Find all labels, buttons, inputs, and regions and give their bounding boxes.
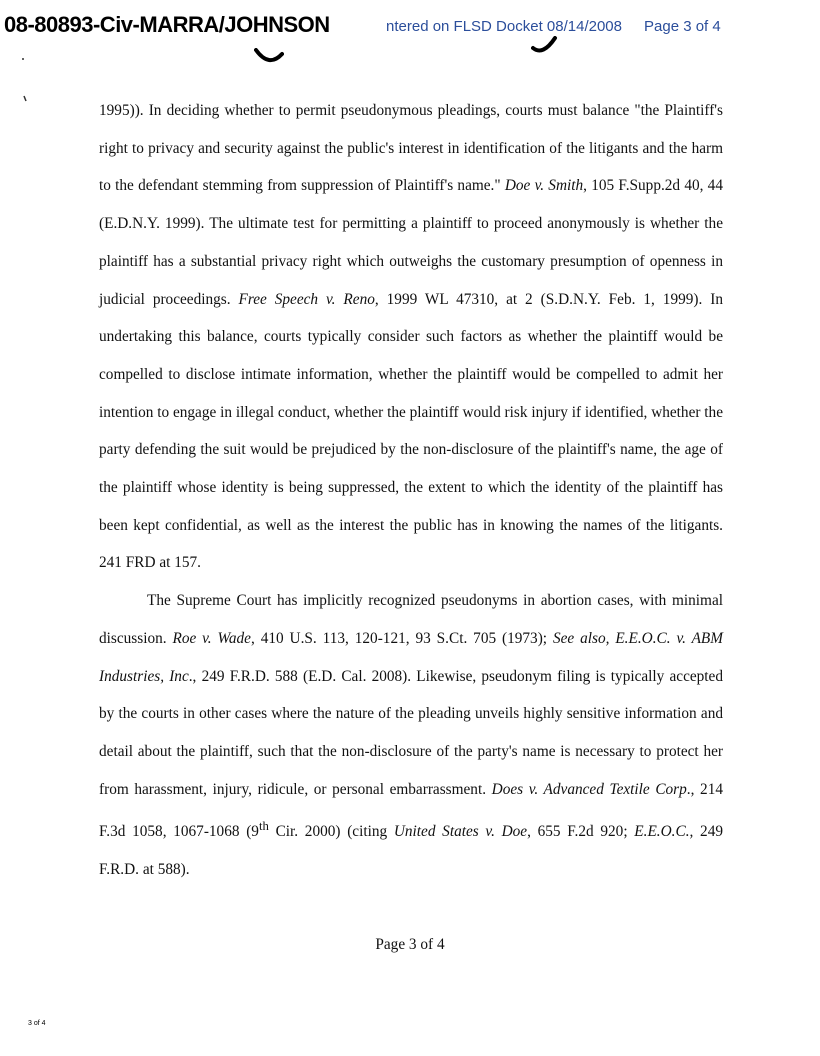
body-text-run: 1995)). In deciding whether to permit pseudonymous pleadings, courts must balance "the Plaintiff's right to privacy and security against the public's interest in identification of the litigants and the harm to the defendant stemming from suppression of Plaintiff's name."	[99, 102, 723, 195]
body-text-run: The Supreme Court has implicitly recognized pseudonyms in abortion cases, with minimal discussion.	[99, 592, 723, 647]
body-paragraph	[99, 582, 723, 889]
case-citation: Doe v. Smith	[504, 177, 584, 195]
document-body	[99, 92, 723, 889]
case-citation: Free Speech v. Reno	[238, 290, 375, 308]
body-text-run: ., 214 F.3d 1058, 1067-1068 (9	[99, 780, 723, 841]
body-text-run: , 1999 WL 47310, at 2 (S.D.N.Y. Feb. 1, 1999). In undertaking this balance, courts typically consider such factors as whether the plaintiff would be compelled to disclose intimate information, whether the plaintiff would be compelled to admit her intention to engage in illegal conduct, whether the plaintiff would risk injury if identified, whether the party defending the suit would be prejudiced by the non-disclosure of the plaintiff's name, the age of the plaintiff whose identity is being suppressed, the extent to which the identity of the plaintiff has been kept confidential, as well as the interest the public has in knowing the names of the litigants. 241 FRD at 157.	[99, 290, 723, 572]
hole-punch-mark-left	[254, 48, 284, 64]
case-citation: United States v. Doe	[393, 823, 528, 841]
scan-speck	[22, 95, 28, 103]
scan-speck	[20, 56, 26, 62]
case-citation: Roe v. Wade	[172, 629, 251, 647]
body-paragraph	[99, 92, 723, 582]
body-text-run: , 105 F.Supp.2d 40, 44 (E.D.N.Y. 1999). The ultimate test for permitting a plaintiff to proceed anonymously is whether the plaintiff has a substantial privacy right which outweighs the customary presumption of openness in judicial proceedings.	[99, 177, 723, 308]
body-text-run: , 410 U.S. 113, 120-121, 93 S.Ct. 705 (1973);	[250, 629, 553, 647]
page-footer: Page 3 of 4	[375, 936, 445, 953]
case-citation: See also, E.E.O.C. v. ABM Industries, Inc	[99, 629, 723, 685]
header-page-label: Page 3 of 4	[644, 18, 721, 35]
case-citation: E.E.O.C.,	[634, 823, 694, 841]
case-citation: Does v. Advanced Textile Corp	[491, 780, 687, 798]
body-text-run: Cir. 2000) (citing	[268, 823, 394, 841]
body-text-run: , 655 F.2d 920;	[527, 823, 635, 841]
body-text-run: ., 249 F.R.D. 588 (E.D. Cal. 2008). Likewise, pseudonym filing is typically accepted by the courts in other cases where the nature of the pleading unveils highly sensitive information and detail about the plaintiff, such that the non-disclosure of the party's name is necessary to protect her from harassment, injury, ridicule, or personal embarrassment.	[99, 667, 723, 798]
docket-entry-text: ntered on FLSD Docket 08/14/2008	[386, 18, 622, 35]
page-count: 3 of 4	[28, 1020, 46, 1027]
docket-header	[386, 18, 721, 35]
hole-punch-mark-right	[531, 36, 559, 56]
ordinal-superscript: th	[258, 819, 269, 834]
case-number-stamp: 08-80893-Civ-MARRA/JOHNSON	[4, 12, 330, 37]
body-text-run: 249 F.R.D. at 588).	[99, 823, 723, 879]
